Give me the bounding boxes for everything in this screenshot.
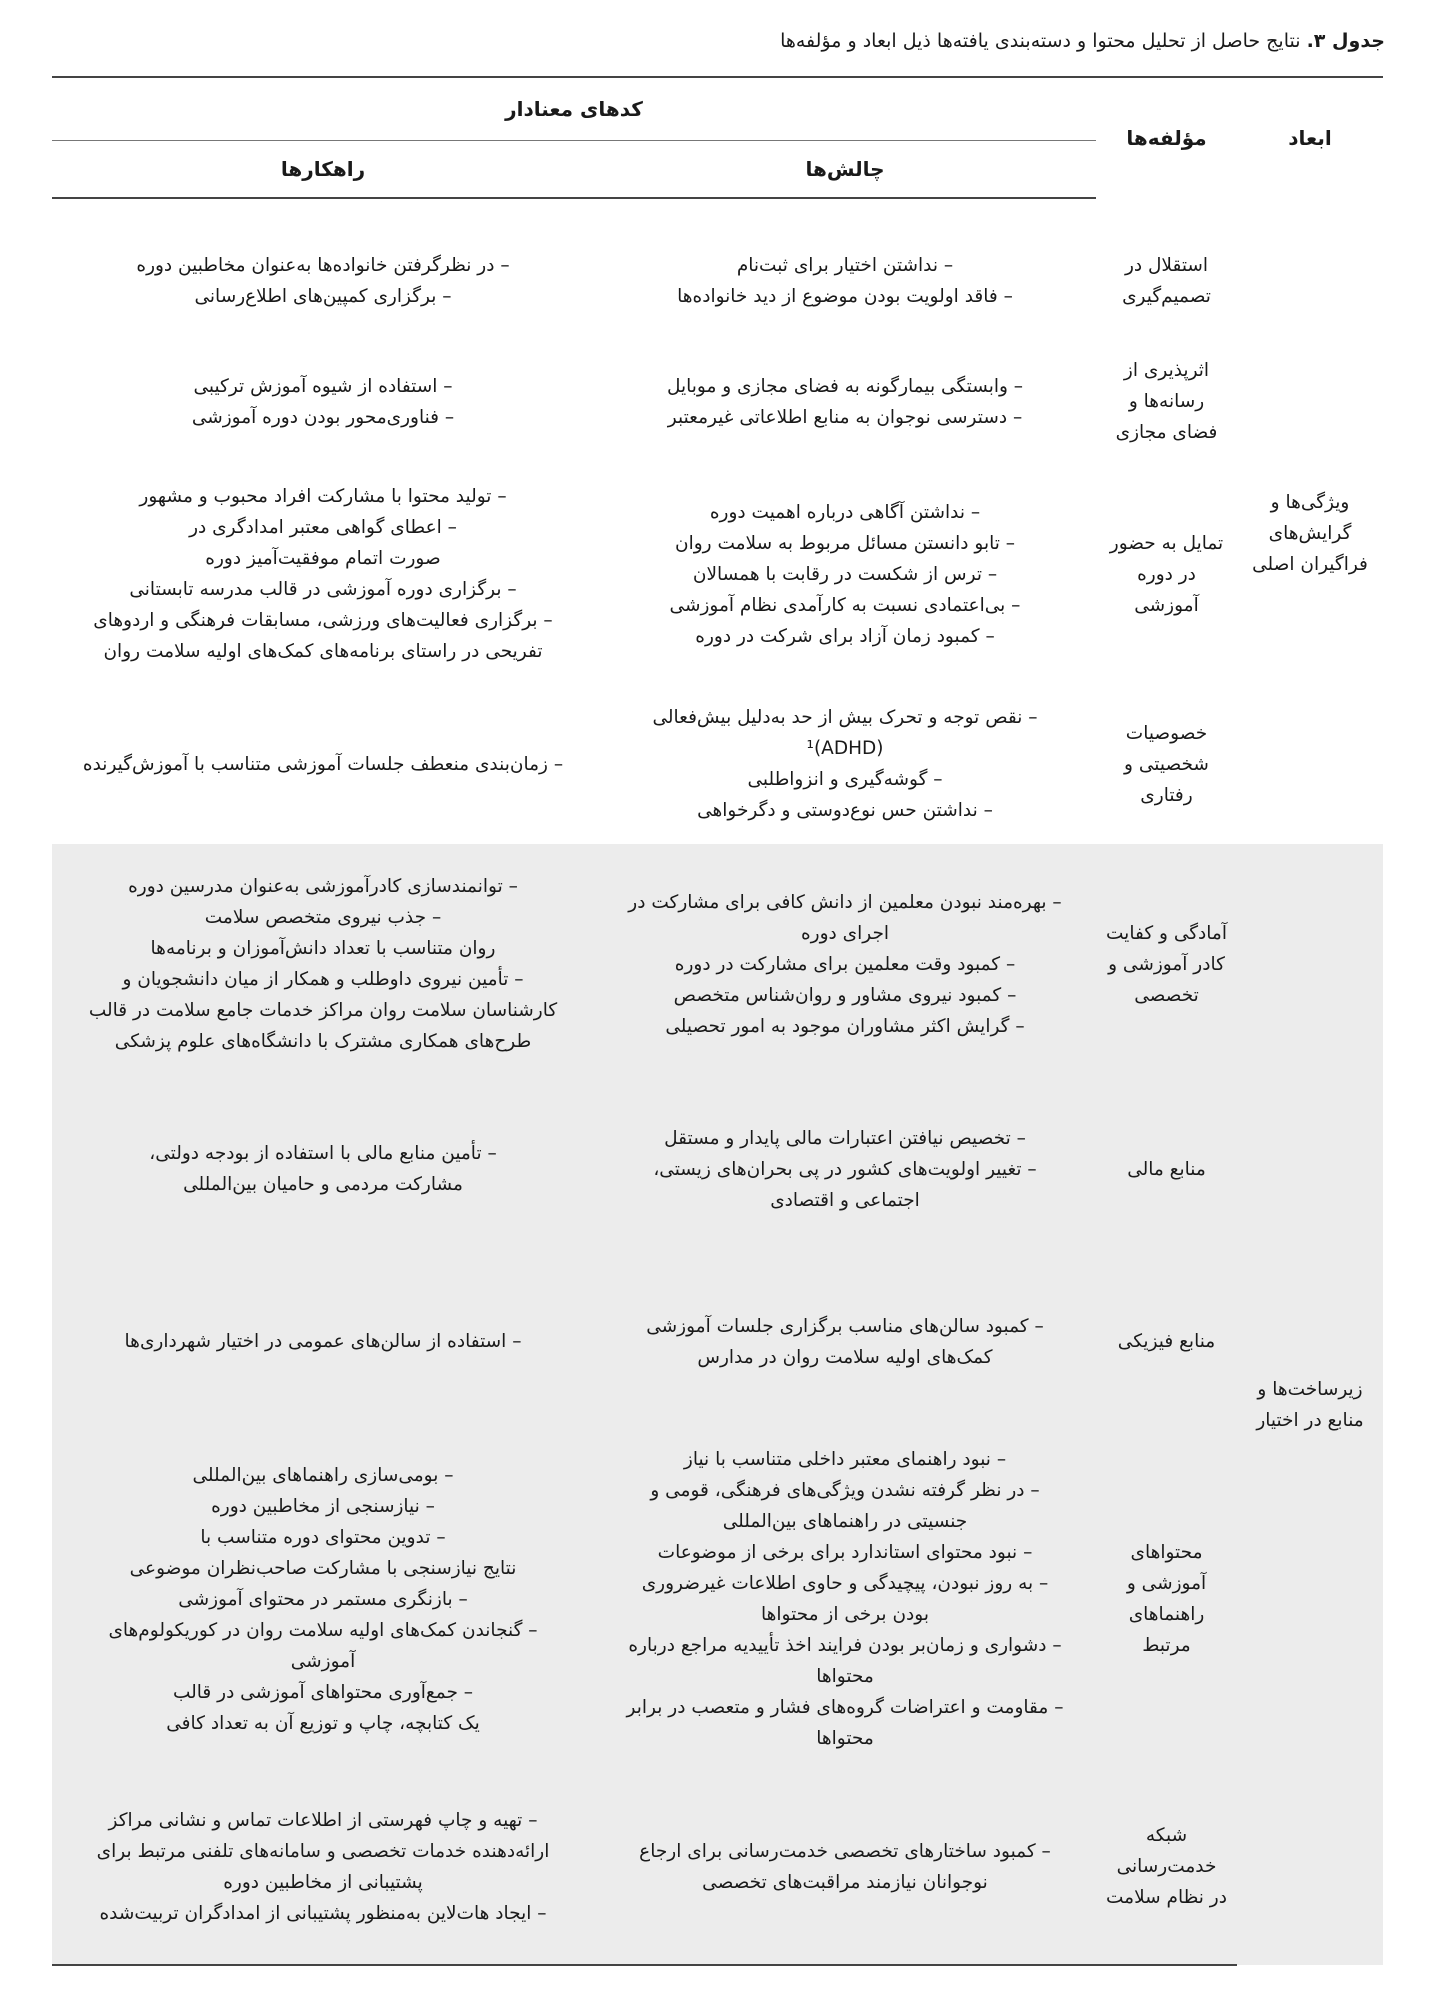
table-row: [52, 198, 1383, 339]
solution-line: – توانمندسازی کادرآموزشی به‌عنوان مدرسین دوره: [128, 876, 518, 897]
solution-line: نتایج نیازسنجی با مشارکت صاحب‌نظران موضوعی: [129, 1557, 517, 1579]
challenge-line: – بی‌اعتمادی نسبت به کارآمدی نظام آموزشی: [669, 594, 1021, 616]
solutions-cell: [52, 1084, 594, 1254]
caption-text: نتایج حاصل از تحلیل محتوا و دسته‌بندی یافته‌ها ذیل ابعاد و مؤلفه‌ها: [780, 30, 1301, 52]
challenge-line: – دشواری و زمان‌بر بودن فرایند اخذ تأییدیه مراجع درباره: [628, 1635, 1062, 1656]
challenge-line: (ADHD)¹: [806, 738, 884, 759]
table-row: [52, 1769, 1383, 1965]
challenge-line: – نبود راهنمای معتبر داخلی متناسب با نیاز: [683, 1449, 1007, 1470]
caption-label: جدول ۳.: [1306, 30, 1385, 52]
solution-line: – برگزاری کمپین‌های اطلاع‌رسانی: [194, 286, 452, 307]
solution-line: یک کتابچه، چاپ و توزیع آن به تعداد کافی: [166, 1712, 480, 1734]
solution-line: – تأمین نیروی داوطلب و همکار از میان دانشجویان و: [122, 969, 524, 990]
challenges-cell: [594, 1429, 1096, 1769]
challenges-cell: [594, 198, 1096, 339]
solution-line: تفریحی در راستای برنامه‌های کمک‌های اولیه سلامت روان: [103, 641, 543, 662]
challenge-line: – وابستگی بیمارگونه به فضای مجازی و موبایل: [666, 375, 1024, 397]
challenge-line: – دسترسی نوجوان به منابع اطلاعاتی غیرمعتبر: [667, 406, 1023, 428]
solutions-cell: [52, 844, 594, 1084]
challenge-line: جنسیتی در راهنماهای بین‌المللی: [722, 1511, 968, 1532]
solutions-cell: [52, 339, 594, 464]
dimension-cell: ویژگی‌ها و گرایش‌های فراگیران اصلی: [1252, 491, 1368, 575]
challenge-line: – گرایش اکثر مشاوران موجود به امور تحصیلی: [665, 1015, 1025, 1037]
challenge-line: – کمبود نیروی مشاور و روان‌شناس متخصص: [673, 984, 1017, 1006]
solution-line: – در نظرگرفتن خانواده‌ها به‌عنوان مخاطبین دوره: [136, 255, 510, 276]
challenge-line: – کمبود وقت معلمین برای مشارکت در دوره: [674, 953, 1016, 975]
group-learner-traits: [52, 198, 1383, 844]
component-cell: اثرپذیری از رسانه‌ها و فضای مجازی: [1115, 360, 1218, 443]
table-row: [52, 1429, 1383, 1769]
table-row: [52, 844, 1383, 1084]
solution-line: – جذب نیروی متخصص سلامت: [204, 907, 442, 928]
challenge-line: – فاقد اولویت بودن موضوع از دید خانواده‌ها: [677, 286, 1013, 307]
header-codes: کدهای معنادار: [52, 77, 1096, 141]
component-cell: منابع فیزیکی: [1096, 1254, 1237, 1429]
solutions-cell: [52, 1429, 594, 1769]
challenges-cell: [594, 1254, 1096, 1429]
challenge-line: محتواها: [816, 1666, 874, 1687]
challenge-line: – تابو دانستن مسائل مربوط به سلامت روان: [674, 532, 1016, 554]
challenge-line: محتواها: [816, 1728, 874, 1749]
component-cell: استقلال در تصمیم‌گیری: [1122, 254, 1211, 307]
solution-line: – گنجاندن کمک‌های اولیه سلامت روان در کوریکولوم‌های: [108, 1619, 538, 1641]
challenges-cell: [594, 684, 1096, 844]
header-components: مؤلفه‌ها: [1096, 77, 1237, 198]
solution-line: آموزشی: [290, 1650, 356, 1672]
challenge-line: – نبود محتوای استاندارد برای برخی از موضوعات: [657, 1542, 1033, 1563]
challenge-line: اجتماعی و اقتصادی: [770, 1189, 920, 1211]
challenge-line: – بهره‌مند نبودن معلمین از دانش کافی برای مشارکت در: [628, 891, 1062, 913]
component-cell: تمایل به حضور در دوره آموزشی: [1109, 532, 1224, 616]
solution-line: – تولید محتوا با مشارکت افراد محبوب و مشهور: [139, 486, 507, 507]
solution-line: – جمع‌آوری محتواهای آموزشی در قالب: [172, 1681, 474, 1703]
solution-line: – نیازسنجی از مخاطبین دوره: [211, 1495, 435, 1517]
component-cell: خصوصیات شخصیتی و رفتاری: [1124, 722, 1209, 806]
solution-line: – ایجاد هات‌لاین به‌منظور پشتیبانی از امدادگران تربیت‌شده: [99, 1902, 547, 1924]
solution-line: روان متناسب با تعداد دانش‌آموزان و برنامه‌ها: [150, 938, 496, 959]
challenge-line: – نداشتن حس نوع‌دوستی و دگرخواهی: [697, 800, 993, 821]
challenge-line: – کمبود ساختارهای تخصصی خدمت‌رسانی برای ارجاع: [639, 1840, 1051, 1862]
challenge-line: – گوشه‌گیری و انزواطلبی: [747, 769, 943, 790]
table-row: [52, 464, 1383, 684]
solution-line: – تدوین محتوای دوره متناسب با: [200, 1526, 446, 1548]
solution-line: – استفاده از شیوه آموزش ترکیبی: [193, 375, 453, 397]
challenge-line: بودن برخی از محتواها: [761, 1604, 929, 1625]
solution-line: – تهیه و چاپ فهرستی از اطلاعات تماس و نشانی مراکز: [108, 1809, 538, 1831]
solution-line: – برگزاری فعالیت‌های ورزشی، مسابقات فرهنگی و اردوهای: [93, 610, 553, 631]
challenge-line: – کمبود سالن‌های مناسب برگزاری جلسات آموزشی: [646, 1315, 1044, 1337]
challenges-cell: [594, 339, 1096, 464]
header-challenges: چالش‌ها: [594, 141, 1096, 199]
challenge-line: – نداشتن آگاهی درباره اهمیت دوره: [709, 501, 981, 523]
challenge-line: – تخصیص نیافتن اعتبارات مالی پایدار و مستقل: [664, 1127, 1026, 1149]
component-cell: شبکه خدمت‌رسانی در نظام سلامت: [1096, 1769, 1237, 1965]
challenges-cell: [594, 1769, 1096, 1965]
solution-line: طرح‌های همکاری مشترک با دانشگاه‌های علوم پزشکی: [114, 1031, 532, 1052]
solutions-cell: [52, 684, 594, 844]
component-cell: آمادگی و کفایت کادر آموزشی و تخصصی: [1096, 844, 1237, 1084]
solution-line: – برگزاری دوره آموزشی در قالب مدرسه تابستانی: [129, 579, 517, 600]
header-solutions: راهکارها: [52, 141, 594, 199]
component-cell: منابع مالی: [1096, 1084, 1237, 1254]
solution-line: – زمان‌بندی منعطف جلسات آموزشی متناسب با آموزش‌گیرنده: [82, 753, 564, 775]
challenges-cell: [594, 464, 1096, 684]
challenges-cell: [594, 1084, 1096, 1254]
table-caption: [50, 24, 1385, 58]
solution-line: – تأمین منابع مالی با استفاده از بودجه دولتی،: [149, 1143, 497, 1164]
solution-line: – استفاده از سالن‌های عمومی در اختیار شهرداری‌ها: [124, 1331, 522, 1352]
dimension-cell: زیرساخت‌ها و منابع در اختیار: [1237, 844, 1383, 1965]
solution-line: صورت اتمام موفقیت‌آمیز دوره: [205, 548, 441, 569]
solution-line: – فناوری‌محور بودن دوره آموزشی: [191, 406, 455, 428]
challenges-cell: [594, 844, 1096, 1084]
challenge-line: – کمبود زمان آزاد برای شرکت در دوره: [695, 625, 995, 647]
challenge-line: – تغییر اولویت‌های کشور در پی بحران‌های زیستی،: [653, 1158, 1037, 1180]
solutions-cell: [52, 1769, 594, 1965]
solution-line: – اعطای گواهی معتبر امدادگری در: [189, 517, 457, 538]
challenge-line: کمک‌های اولیه سلامت روان در مدارس: [697, 1346, 993, 1368]
header-dimensions: ابعاد: [1237, 77, 1383, 198]
solution-line: – بازنگری مستمر در محتوای آموزشی: [178, 1588, 468, 1610]
table-row: [52, 1084, 1383, 1254]
challenge-line: – نقص توجه و تحرک بیش از حد به‌دلیل بیش‌فعالی: [652, 707, 1038, 728]
group-infrastructure: [52, 844, 1383, 1965]
solutions-cell: [52, 198, 594, 339]
component-cell: محتواهای آموزشی و راهنماهای مرتبط: [1096, 1429, 1237, 1769]
challenge-line: – به روز نبودن، پیچیدگی و حاوی اطلاعات غیرضروری: [641, 1573, 1049, 1594]
table-row: [52, 1254, 1383, 1429]
challenge-line: اجرای دوره: [800, 922, 890, 944]
results-table: [52, 76, 1383, 1966]
challenge-line: – نداشتن اختیار برای ثبت‌نام: [736, 255, 954, 276]
table-row: [52, 339, 1383, 464]
solution-line: ارائه‌دهنده خدمات تخصصی و سامانه‌های تلفنی مرتبط برای: [96, 1840, 550, 1862]
challenge-line: – مقاومت و اعتراضات گروه‌های فشار و متعصب در برابر: [626, 1697, 1064, 1718]
solution-line: پشتیبانی از مخاطبین دوره: [223, 1871, 423, 1893]
solution-line: – بومی‌سازی راهنماهای بین‌المللی: [192, 1464, 454, 1486]
challenge-line: نوجوانان نیازمند مراقبت‌های تخصصی: [702, 1871, 988, 1893]
challenge-line: – در نظر گرفته نشدن ویژگی‌های فرهنگی، قومی و: [650, 1480, 1040, 1501]
challenge-line: – ترس از شکست در رقابت با همسالان: [692, 563, 998, 585]
solutions-cell: [52, 464, 594, 684]
table-row: [52, 684, 1383, 844]
solution-line: مشارکت مردمی و حامیان بین‌المللی: [183, 1174, 463, 1195]
solution-line: کارشناسان سلامت روان مراکز خدمات جامع سلامت در قالب: [88, 1000, 558, 1021]
solutions-cell: [52, 1254, 594, 1429]
